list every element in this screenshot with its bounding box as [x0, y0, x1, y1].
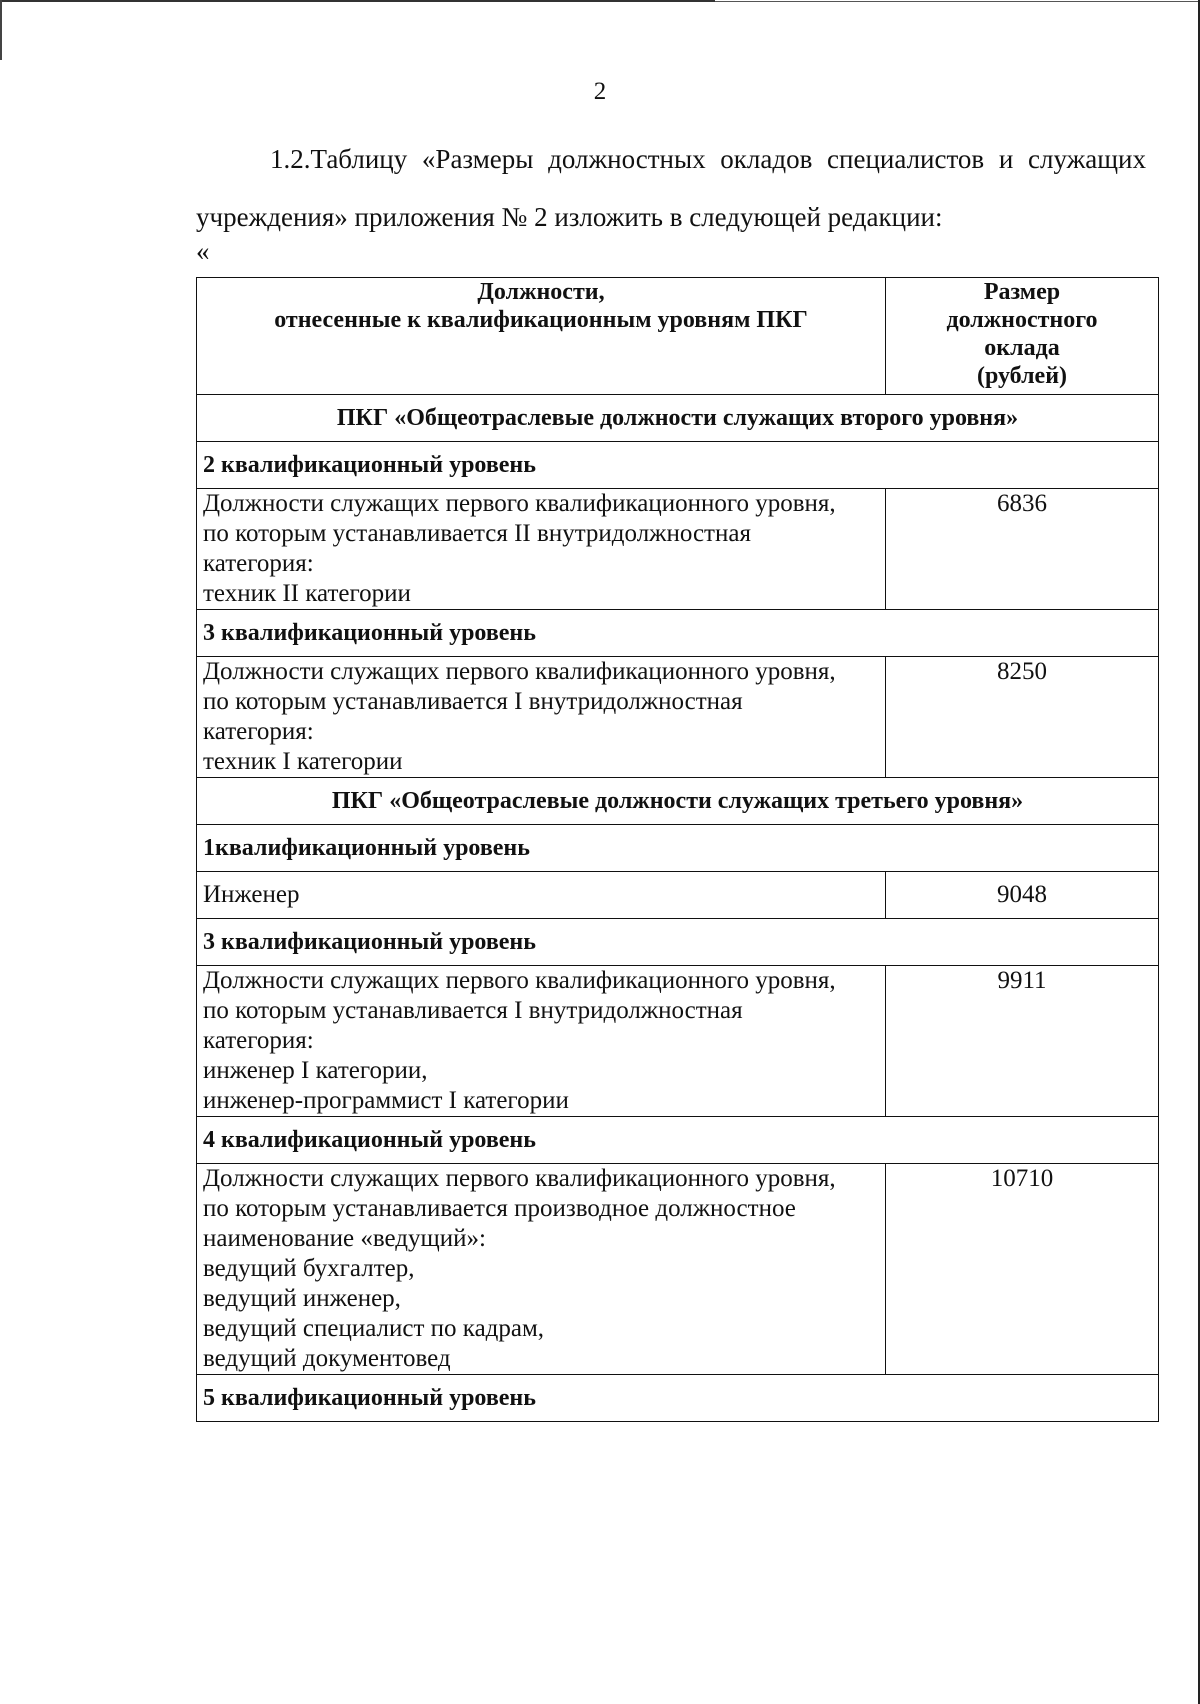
header-salary-line: (рублей)	[976, 363, 1068, 389]
position-description	[197, 966, 886, 1117]
header-positions-line: отнесенные к квалификационным уровням ПКГ	[274, 307, 808, 333]
position-row	[197, 872, 1159, 919]
salary-table-body	[197, 278, 1159, 1422]
intro-paragraph: 1.2.Таблицу «Размеры должностных окладов специалистов и служащих учреждения» приложения № 2 изложить в следующей редакции:	[196, 144, 1146, 232]
salary-value: 8250	[886, 657, 1159, 778]
position-row	[197, 489, 1159, 610]
table-header-row	[197, 278, 1159, 395]
position-line: Должности служащих первого квалификационного уровня,	[203, 490, 836, 517]
position-line: ведущий инженер,	[203, 1285, 401, 1312]
level-label: 2 квалификационный уровень	[197, 442, 1159, 489]
salary-value: 10710	[886, 1164, 1159, 1375]
position-line: по которым устанавливается I внутридолжностная	[203, 688, 743, 715]
level-row	[197, 1117, 1159, 1164]
position-description	[197, 872, 886, 919]
page-number: 2	[593, 78, 607, 105]
position-line: категория:	[203, 718, 314, 745]
header-positions-line: Должности,	[477, 279, 605, 305]
level-label: 5 квалификационный уровень	[197, 1375, 1159, 1422]
group-row	[197, 778, 1159, 825]
level-row	[197, 919, 1159, 966]
position-line: категория:	[203, 550, 314, 577]
level-row	[197, 825, 1159, 872]
salary-value: 6836	[886, 489, 1159, 610]
position-line: по которым устанавливается производное должностное	[203, 1195, 796, 1222]
position-row	[197, 657, 1159, 778]
header-salary	[886, 278, 1159, 395]
level-label: 3 квалификационный уровень	[197, 919, 1159, 966]
group-title: ПКГ «Общеотраслевые должности служащих третьего уровня»	[197, 778, 1159, 825]
position-description	[197, 657, 886, 778]
level-row	[197, 442, 1159, 489]
page-edge-top-right	[715, 1, 1200, 2]
salary-value: 9048	[886, 872, 1159, 919]
position-line: техник II категории	[203, 580, 411, 607]
level-label: 3 квалификационный уровень	[197, 610, 1159, 657]
level-row	[197, 610, 1159, 657]
position-line: наименование «ведущий»:	[203, 1225, 486, 1252]
position-description	[197, 1164, 886, 1375]
position-line: ведущий документовед	[203, 1345, 451, 1372]
group-row	[197, 395, 1159, 442]
position-line: ведущий бухгалтер,	[203, 1255, 415, 1282]
page-edge-top	[0, 0, 715, 2]
position-line: Инженер	[203, 881, 300, 908]
page-edge-left	[0, 0, 2, 60]
position-description	[197, 489, 886, 610]
position-line: техник I категории	[203, 748, 403, 775]
header-salary-line: Размер	[983, 279, 1061, 305]
level-label: 1квалификационный уровень	[197, 825, 1159, 872]
salary-table	[196, 277, 1159, 1422]
header-salary-line: должностного	[946, 307, 1098, 333]
level-label: 4 квалификационный уровень	[197, 1117, 1159, 1164]
position-line: ведущий специалист по кадрам,	[203, 1315, 545, 1342]
quote-open-mark: «	[196, 236, 210, 266]
group-title: ПКГ «Общеотраслевые должности служащих второго уровня»	[197, 395, 1159, 442]
position-line: инженер-программист I категории	[203, 1087, 569, 1114]
salary-value: 9911	[886, 966, 1159, 1117]
position-line: Должности служащих первого квалификационного уровня,	[203, 967, 836, 994]
position-line: по которым устанавливается I внутридолжностная	[203, 997, 743, 1024]
position-line: инженер I категории,	[203, 1057, 428, 1084]
level-row	[197, 1375, 1159, 1422]
position-row	[197, 1164, 1159, 1375]
header-salary-line: оклада	[984, 335, 1060, 361]
position-line: Должности служащих первого квалификационного уровня,	[203, 1165, 836, 1192]
position-line: категория:	[203, 1027, 314, 1054]
position-row	[197, 966, 1159, 1117]
position-line: по которым устанавливается II внутридолжностная	[203, 520, 751, 547]
position-line: Должности служащих первого квалификационного уровня,	[203, 658, 836, 685]
header-positions	[197, 278, 886, 395]
